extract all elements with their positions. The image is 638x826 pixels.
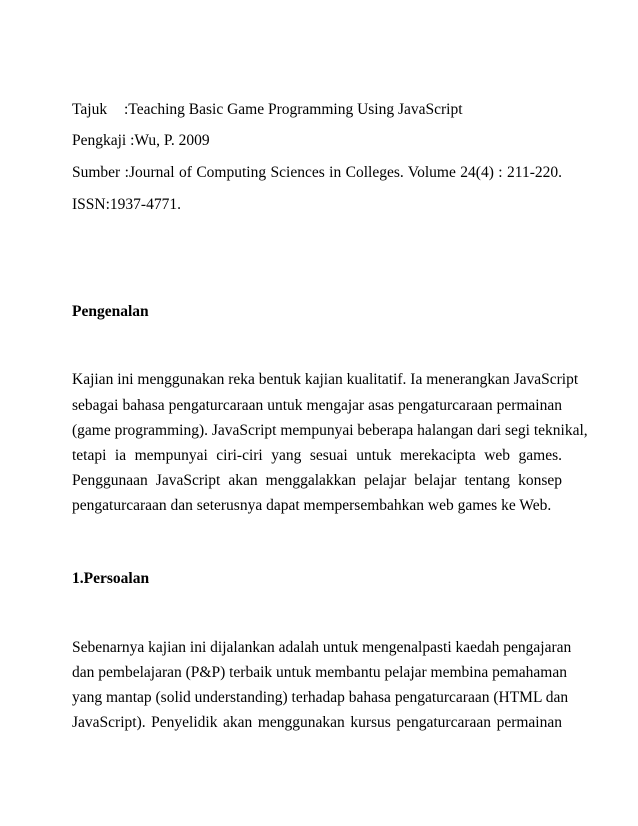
problem-heading: 1.Persoalan <box>72 570 150 587</box>
problem-line-1: Sebenarnya kajian ini dijalankan adalah untuk mengenalpasti kaedah pengajaran <box>72 639 572 656</box>
source-line-1: Sumber :Journal of Computing Sciences in Colleges. Volume 24(4) : 211-220. <box>72 164 562 181</box>
intro-heading: Pengenalan <box>72 303 149 320</box>
problem-line-2: dan pembelajaran (P&P) terbaik untuk membantu pelajar membina pemahaman <box>72 664 567 681</box>
intro-line-5: Penggunaan JavaScript akan menggalakkan pelajar belajar tentang konsep <box>72 472 562 489</box>
intro-line-6: pengaturcaraan dan seterusnya dapat mempersembahkan web games ke Web. <box>72 497 552 514</box>
problem-line-4: JavaScript). Penyelidik akan menggunakan kursus pengaturcaraan permainan <box>72 714 562 731</box>
intro-line-3: (game programming). JavaScript mempunyai beberapa halangan dari segi teknikal, <box>72 422 588 439</box>
author-line: Pengkaji :Wu, P. 2009 <box>72 132 210 149</box>
title-value: :Teaching Basic Game Programming Using JavaScript <box>124 101 463 118</box>
problem-line-3: yang mantap (solid understanding) terhadap bahasa pengaturcaraan (HTML dan <box>72 689 569 706</box>
title-line <box>72 101 562 119</box>
intro-line-4: tetapi ia mempunyai ciri-ciri yang sesuai untuk merekacipta web games. <box>72 447 562 464</box>
source-line-2: ISSN:1937-4771. <box>72 196 181 213</box>
intro-line-2: sebagai bahasa pengaturcaraan untuk mengajar asas pengaturcaraan permainan <box>72 397 562 414</box>
title-label: Tajuk <box>72 101 108 118</box>
intro-line-1: Kajian ini menggunakan reka bentuk kajian kualitatif. Ia menerangkan JavaScript <box>72 371 579 388</box>
